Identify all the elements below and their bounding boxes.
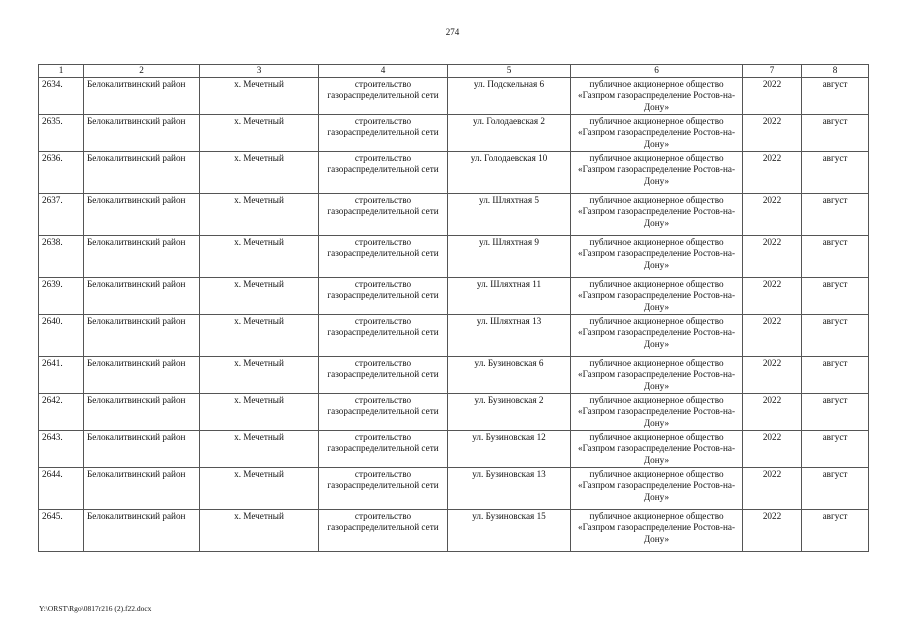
- page-number: 274: [445, 27, 460, 37]
- district-cell: Белокалитвинский район: [84, 430, 200, 467]
- district-cell: Белокалитвинский район: [84, 277, 200, 314]
- organization-cell: публичное акционерное общество «Газпром газораспределение Ростов-на-Дону»: [571, 393, 743, 430]
- address-cell: ул. Бузиновская 2: [448, 393, 571, 430]
- organization-cell: публичное акционерное общество «Газпром газораспределение Ростов-на-Дону»: [571, 151, 743, 193]
- address-cell: ул. Шляхтная 9: [448, 235, 571, 277]
- year-cell: 2022: [743, 356, 802, 393]
- district-cell: Белокалитвинский район: [84, 77, 200, 114]
- row-number-cell: 2634.: [39, 77, 84, 114]
- table-row: [39, 151, 869, 193]
- work-type-cell: строительство газораспределительной сети: [319, 430, 448, 467]
- table-row: [39, 77, 869, 114]
- month-cell: август: [802, 277, 869, 314]
- settlement-cell: х. Мечетный: [200, 77, 319, 114]
- work-type-cell: строительство газораспределительной сети: [319, 151, 448, 193]
- month-cell: август: [802, 509, 869, 551]
- month-cell: август: [802, 467, 869, 509]
- organization-cell: публичное акционерное общество «Газпром газораспределение Ростов-на-Дону»: [571, 467, 743, 509]
- month-cell: август: [802, 77, 869, 114]
- row-number-cell: 2639.: [39, 277, 84, 314]
- address-cell: ул. Бузиновская 12: [448, 430, 571, 467]
- month-cell: август: [802, 151, 869, 193]
- row-number-cell: 2644.: [39, 467, 84, 509]
- year-cell: 2022: [743, 393, 802, 430]
- work-type-cell: строительство газораспределительной сети: [319, 356, 448, 393]
- table-row: [39, 314, 869, 356]
- column-header: 2: [84, 65, 200, 78]
- settlement-cell: х. Мечетный: [200, 235, 319, 277]
- settlement-cell: х. Мечетный: [200, 509, 319, 551]
- row-number-cell: 2642.: [39, 393, 84, 430]
- address-cell: ул. Голодаевская 2: [448, 114, 571, 151]
- organization-cell: публичное акционерное общество «Газпром газораспределение Ростов-на-Дону»: [571, 193, 743, 235]
- month-cell: август: [802, 430, 869, 467]
- work-type-cell: строительство газораспределительной сети: [319, 467, 448, 509]
- address-cell: ул. Шляхтная 13: [448, 314, 571, 356]
- district-cell: Белокалитвинский район: [84, 509, 200, 551]
- column-header: 4: [319, 65, 448, 78]
- table-row: [39, 356, 869, 393]
- work-type-cell: строительство газораспределительной сети: [319, 77, 448, 114]
- address-cell: ул. Голодаевская 10: [448, 151, 571, 193]
- settlement-cell: х. Мечетный: [200, 114, 319, 151]
- district-cell: Белокалитвинский район: [84, 151, 200, 193]
- table-row: [39, 235, 869, 277]
- column-header: 8: [802, 65, 869, 78]
- table-row: [39, 430, 869, 467]
- row-number-cell: 2637.: [39, 193, 84, 235]
- district-cell: Белокалитвинский район: [84, 393, 200, 430]
- year-cell: 2022: [743, 114, 802, 151]
- district-cell: Белокалитвинский район: [84, 356, 200, 393]
- organization-cell: публичное акционерное общество «Газпром газораспределение Ростов-на-Дону»: [571, 77, 743, 114]
- year-cell: 2022: [743, 277, 802, 314]
- row-number-cell: 2641.: [39, 356, 84, 393]
- organization-cell: публичное акционерное общество «Газпром газораспределение Ростов-на-Дону»: [571, 356, 743, 393]
- table-body: [39, 77, 869, 551]
- year-cell: 2022: [743, 193, 802, 235]
- district-cell: Белокалитвинский район: [84, 114, 200, 151]
- month-cell: август: [802, 193, 869, 235]
- year-cell: 2022: [743, 151, 802, 193]
- settlement-cell: х. Мечетный: [200, 277, 319, 314]
- month-cell: август: [802, 356, 869, 393]
- column-header: 6: [571, 65, 743, 78]
- district-cell: Белокалитвинский район: [84, 314, 200, 356]
- address-cell: ул. Подскельная 6: [448, 77, 571, 114]
- address-cell: ул. Шляхтная 5: [448, 193, 571, 235]
- row-number-cell: 2643.: [39, 430, 84, 467]
- year-cell: 2022: [743, 77, 802, 114]
- settlement-cell: х. Мечетный: [200, 151, 319, 193]
- column-header: 1: [39, 65, 84, 78]
- gasification-schedule-table: [38, 64, 869, 552]
- row-number-cell: 2636.: [39, 151, 84, 193]
- district-cell: Белокалитвинский район: [84, 235, 200, 277]
- settlement-cell: х. Мечетный: [200, 314, 319, 356]
- year-cell: 2022: [743, 430, 802, 467]
- month-cell: август: [802, 235, 869, 277]
- year-cell: 2022: [743, 314, 802, 356]
- settlement-cell: х. Мечетный: [200, 430, 319, 467]
- settlement-cell: х. Мечетный: [200, 356, 319, 393]
- year-cell: 2022: [743, 509, 802, 551]
- address-cell: ул. Бузиновская 15: [448, 509, 571, 551]
- table-row: [39, 277, 869, 314]
- work-type-cell: строительство газораспределительной сети: [319, 314, 448, 356]
- row-number-cell: 2638.: [39, 235, 84, 277]
- footer-file-path: Y:\ORST\Rgo\0817r216 (2).f22.docx: [39, 604, 152, 613]
- address-cell: ул. Шляхтная 11: [448, 277, 571, 314]
- year-cell: 2022: [743, 467, 802, 509]
- organization-cell: публичное акционерное общество «Газпром газораспределение Ростов-на-Дону»: [571, 235, 743, 277]
- district-cell: Белокалитвинский район: [84, 467, 200, 509]
- address-cell: ул. Бузиновская 13: [448, 467, 571, 509]
- organization-cell: публичное акционерное общество «Газпром газораспределение Ростов-на-Дону»: [571, 314, 743, 356]
- column-header: 3: [200, 65, 319, 78]
- month-cell: август: [802, 114, 869, 151]
- table-row: [39, 509, 869, 551]
- row-number-cell: 2645.: [39, 509, 84, 551]
- organization-cell: публичное акционерное общество «Газпром газораспределение Ростов-на-Дону»: [571, 114, 743, 151]
- address-cell: ул. Бузиновская 6: [448, 356, 571, 393]
- organization-cell: публичное акционерное общество «Газпром газораспределение Ростов-на-Дону»: [571, 277, 743, 314]
- work-type-cell: строительство газораспределительной сети: [319, 235, 448, 277]
- organization-cell: публичное акционерное общество «Газпром газораспределение Ростов-на-Дону»: [571, 430, 743, 467]
- settlement-cell: х. Мечетный: [200, 467, 319, 509]
- table-row: [39, 193, 869, 235]
- work-type-cell: строительство газораспределительной сети: [319, 114, 448, 151]
- settlement-cell: х. Мечетный: [200, 193, 319, 235]
- work-type-cell: строительство газораспределительной сети: [319, 393, 448, 430]
- table-row: [39, 467, 869, 509]
- work-type-cell: строительство газораспределительной сети: [319, 193, 448, 235]
- column-number-row: [39, 65, 869, 78]
- month-cell: август: [802, 393, 869, 430]
- month-cell: август: [802, 314, 869, 356]
- work-type-cell: строительство газораспределительной сети: [319, 509, 448, 551]
- district-cell: Белокалитвинский район: [84, 193, 200, 235]
- table-row: [39, 393, 869, 430]
- settlement-cell: х. Мечетный: [200, 393, 319, 430]
- column-header: 5: [448, 65, 571, 78]
- row-number-cell: 2640.: [39, 314, 84, 356]
- work-type-cell: строительство газораспределительной сети: [319, 277, 448, 314]
- row-number-cell: 2635.: [39, 114, 84, 151]
- year-cell: 2022: [743, 235, 802, 277]
- column-header: 7: [743, 65, 802, 78]
- table-row: [39, 114, 869, 151]
- organization-cell: публичное акционерное общество «Газпром газораспределение Ростов-на-Дону»: [571, 509, 743, 551]
